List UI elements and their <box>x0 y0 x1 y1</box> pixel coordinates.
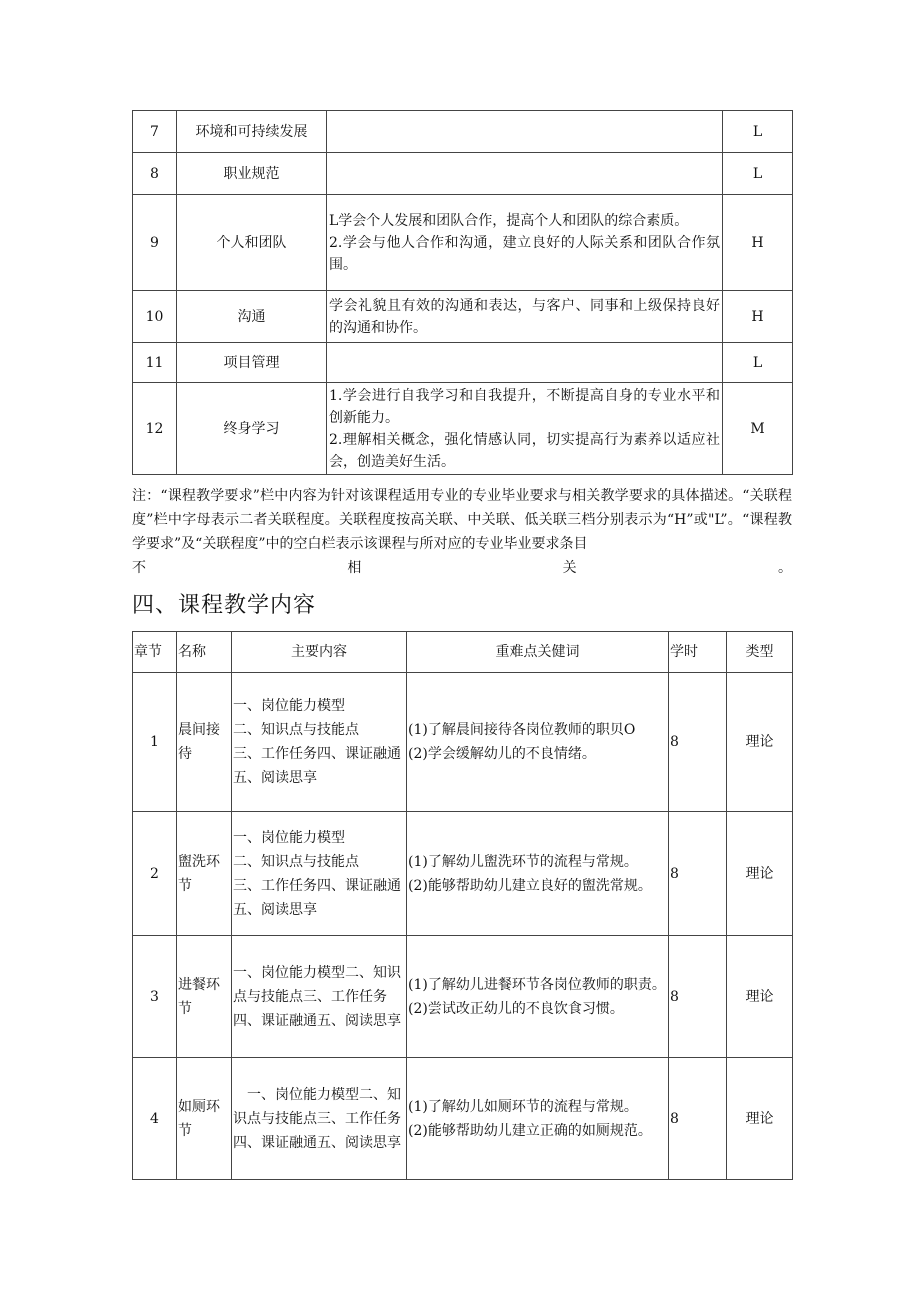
course-type: 理论 <box>727 812 793 936</box>
row-number: 11 <box>133 343 177 383</box>
note-word: 。 <box>777 560 792 576</box>
key-point-line: (1)了解幼儿进餐环节各岗位教师的职责。 <box>408 976 666 993</box>
chapter-number: 4 <box>133 1058 177 1180</box>
note-word: 不 <box>132 560 146 576</box>
main-content <box>232 1058 407 1180</box>
content-line: 一、岗位能力模型 <box>233 698 345 714</box>
key-point-line: (1)了解晨间接待各岗位教师的职贝O <box>408 722 636 738</box>
row-number: 12 <box>133 383 177 475</box>
chapter-number: 2 <box>133 812 177 936</box>
requirement-detail <box>327 383 723 475</box>
requirement-name: 个人和团队 <box>177 195 327 291</box>
relevance-level: L <box>723 111 793 153</box>
header-content: 主要内容 <box>232 632 407 673</box>
content-line: 三、工作任务四、课证融通五、阅读思享 <box>233 877 401 918</box>
relevance-level: L <box>723 153 793 195</box>
chapter-row <box>133 812 793 936</box>
row-number: 7 <box>133 111 177 153</box>
course-type: 理论 <box>727 936 793 1058</box>
note-last-line <box>132 556 792 580</box>
content-line: 三、工作任务四、课证融通五、阅读思享 <box>233 746 401 786</box>
chapter-name: 晨间接待 <box>177 673 232 812</box>
header-hours: 学时 <box>669 632 727 673</box>
chapter-row <box>133 1058 793 1180</box>
row-number: 8 <box>133 153 177 195</box>
content-line: 二、知识点与技能点 <box>233 722 359 738</box>
key-points <box>407 936 669 1058</box>
key-point-line: (2)能够帮助幼儿建立良好的盥洗常规。 <box>408 877 652 894</box>
requirement-line: 学会礼貌且有效的沟通和表达，与客户、同事和上级保持良好的沟通和协作。 <box>329 297 720 336</box>
course-type: 理论 <box>727 673 793 812</box>
key-point-line: (1)了解幼儿盥洗环节的流程与常规。 <box>408 853 638 870</box>
requirement-name: 沟通 <box>177 291 327 343</box>
graduation-requirements-table <box>132 110 793 475</box>
row-number: 9 <box>133 195 177 291</box>
requirement-name: 环境和可持续发展 <box>177 111 327 153</box>
key-point-line: (2)学会缓解幼儿的不良情绪。 <box>408 746 596 762</box>
key-points <box>407 673 669 812</box>
requirement-detail <box>327 111 723 153</box>
chapter-number: 1 <box>133 673 177 812</box>
main-content <box>232 812 407 936</box>
key-points <box>407 1058 669 1180</box>
requirement-detail <box>327 343 723 383</box>
main-content <box>232 936 407 1058</box>
requirement-detail <box>327 153 723 195</box>
section-title: 四、课程教学内容 <box>132 593 317 618</box>
header-name: 名称 <box>177 632 232 673</box>
content-line: 二、知识点与技能点 <box>233 853 359 870</box>
chapter-row <box>133 673 793 812</box>
course-type: 理论 <box>727 1058 793 1180</box>
content-line: 一、岗位能力模型 <box>233 829 345 846</box>
header-row <box>133 632 793 673</box>
requirement-line: L学会个人发展和团队合作，提高个人和团队的综合素质。 <box>329 212 689 229</box>
relevance-level: M <box>723 383 793 475</box>
class-hours: 8 <box>669 812 727 936</box>
requirement-detail <box>327 291 723 343</box>
requirement-row <box>133 195 793 291</box>
requirement-row <box>133 153 793 195</box>
chapter-name: 盥洗环节 <box>177 812 232 936</box>
key-points <box>407 812 669 936</box>
content-line: 一、岗位能力模型二、知识点与技能点三、工作任务四、课证融通五、阅读思享 <box>233 964 401 1029</box>
chapter-row <box>133 936 793 1058</box>
note-text: 注：“课程教学要求”栏中内容为针对该课程适用专业的专业毕业要求与相关教学要求的具体描述。“关联程度”栏中字母表示二者关联程度。关联程度按高关联、中关联、低关联三档分别表示为“H”或"L”。“课程教学要求”及“关联程度”中的空白栏表示该课程与所对应的专业毕业要求条目 <box>132 488 792 552</box>
requirement-row <box>133 291 793 343</box>
requirement-line: 2.学会与他人合作和沟通，建立良好的人际关系和团队合作氛围。 <box>329 234 720 273</box>
requirement-row <box>133 383 793 475</box>
relevance-level: L <box>723 343 793 383</box>
note-word: 相 <box>347 560 362 576</box>
requirement-row <box>133 343 793 383</box>
chapter-name: 如厕环节 <box>177 1058 232 1180</box>
header-chapter: 章节 <box>133 632 177 673</box>
requirement-name: 职业规范 <box>177 153 327 195</box>
key-point-line: (2)尝试改正幼儿的不良饮食习惯。 <box>408 1000 624 1017</box>
key-point-line: (2)能够帮助幼儿建立正确的如厕规范。 <box>408 1122 652 1139</box>
relevance-level: H <box>723 195 793 291</box>
class-hours: 8 <box>669 1058 727 1180</box>
class-hours: 8 <box>669 936 727 1058</box>
requirement-name: 终身学习 <box>177 383 327 475</box>
relevance-level: H <box>723 291 793 343</box>
row-number: 10 <box>133 291 177 343</box>
header-keywords: 重难点关健词 <box>407 632 669 673</box>
requirement-row <box>133 111 793 153</box>
key-point-line: (1)了解幼儿如厕环节的流程与常规。 <box>408 1098 638 1115</box>
note-word: 关 <box>562 560 577 576</box>
requirement-line: 1.学会进行自我学习和自我提升，不断提高自身的专业水平和创新能力。 <box>329 387 720 426</box>
content-line: 一、岗位能力模型二、知识点与技能点三、工作任务四、课证融通五、阅读思享 <box>233 1086 401 1151</box>
course-content-table <box>132 631 793 1180</box>
class-hours: 8 <box>669 673 727 812</box>
chapter-name: 进餐环节 <box>177 936 232 1058</box>
header-type: 类型 <box>727 632 793 673</box>
main-content <box>232 673 407 812</box>
chapter-number: 3 <box>133 936 177 1058</box>
requirement-line: 2.理解相关概念，强化情感认同，切实提高行为素养以适应社会，创造美好生活。 <box>329 431 720 470</box>
table-note <box>132 484 792 580</box>
requirement-detail <box>327 195 723 291</box>
requirement-name: 项目管理 <box>177 343 327 383</box>
